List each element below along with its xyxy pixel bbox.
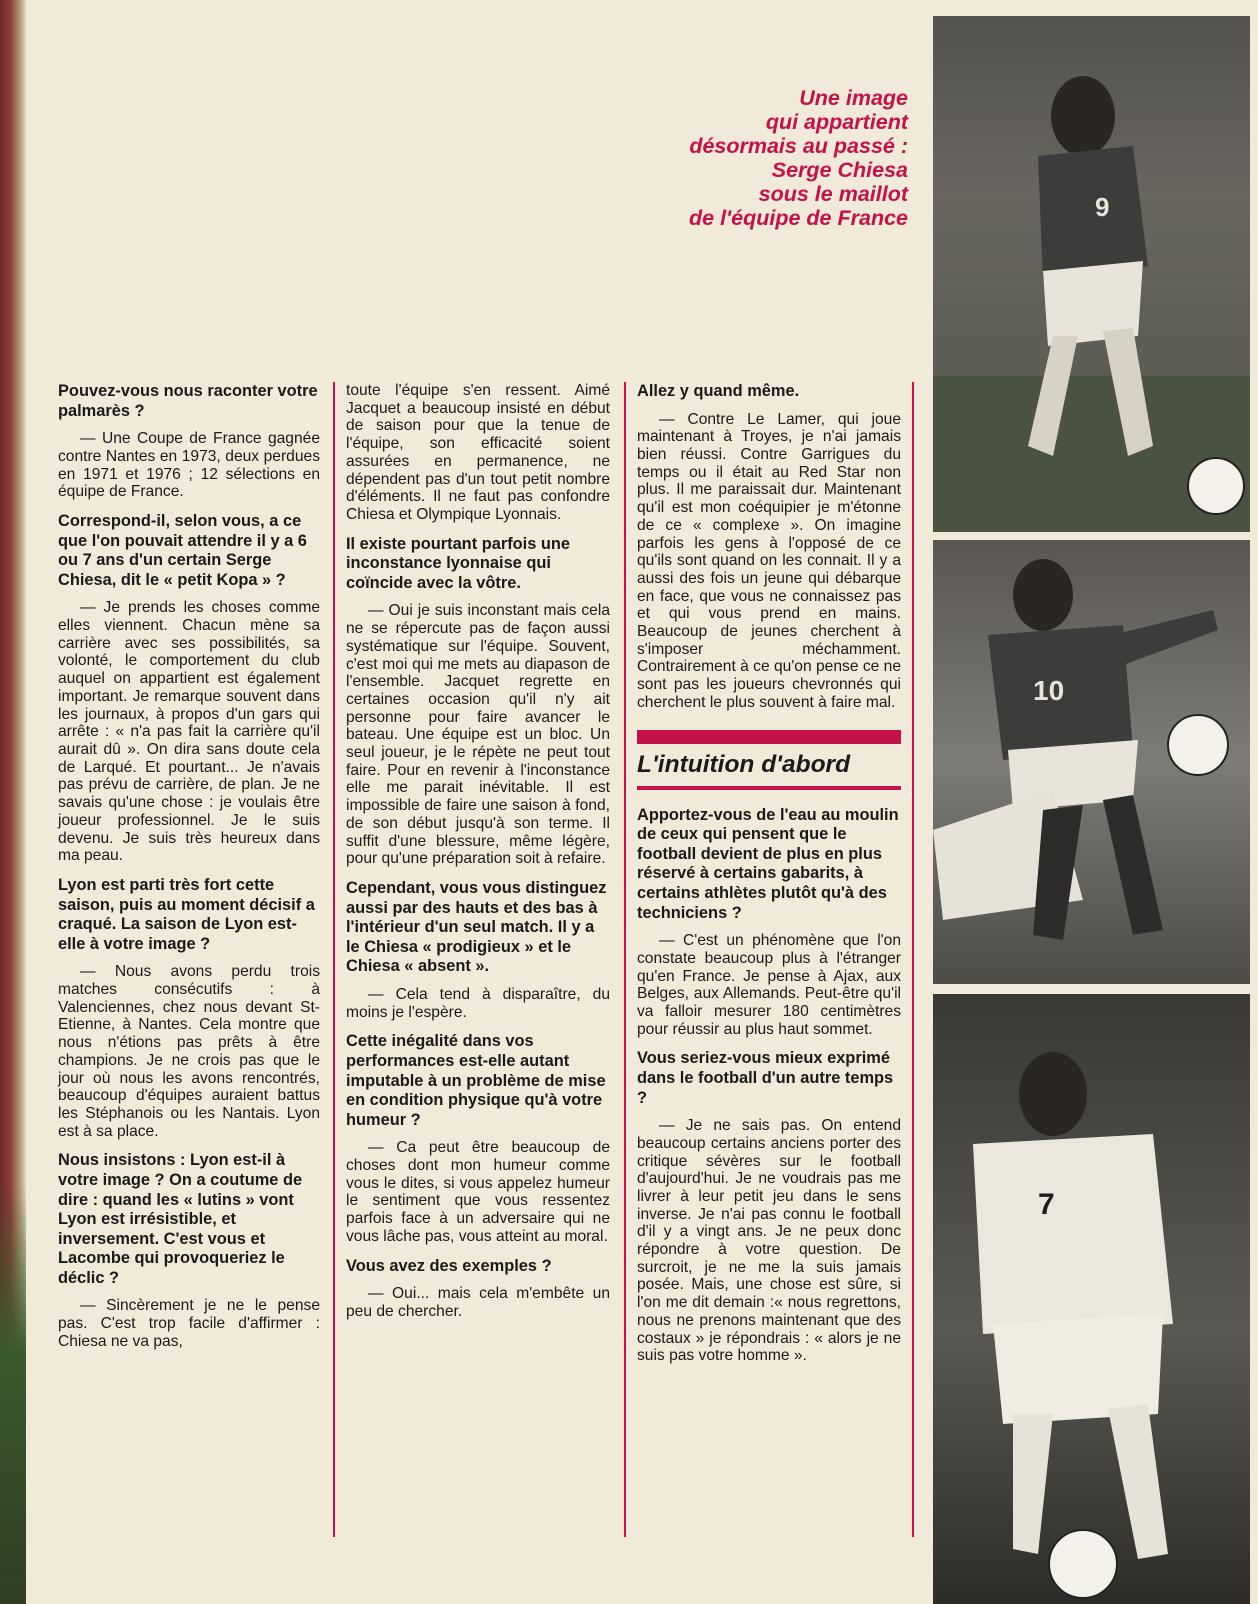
interview-question: Cependant, vous vous distinguez aussi par des hauts et des bas à l'intérieur d'un seul match. Il y a le Chiesa « prodigieux » et le Chiesa « absent ». <box>346 878 607 976</box>
interview-answer: — Je prends les choses comme elles viennent. Chacun mène sa carrière avec ses possibilités, sa volonté, le comportement du club auquel on appartient est également important. Je remarque souvent dans les journaux, à propos d'un gars qui arrête : « n'a pas fait la carrière qu'il aurait dû ». On dira sans doute cela de Larqué. Et pourtant... Je n'avais pas prévu de carrière, de plan. Je ne savais qu'une chose : je voulais être joueur professionnel. Je le suis devenu. Je suis très heureux dans ma peau. <box>58 599 320 865</box>
caption-line: sous le maillot <box>758 182 908 206</box>
jersey-number-3: 7 <box>1038 1188 1055 1221</box>
interview-question: Vous avez des exemples ? <box>346 1256 552 1275</box>
section-heading: L'intuition d'abord <box>637 750 851 778</box>
interview-answer: — Oui... mais cela m'embête un peu de chercher. <box>346 1285 610 1320</box>
caption-line: Serge Chiesa <box>771 158 908 182</box>
interview-question: Vous seriez-vous mieux exprimé dans le football d'un autre temps ? <box>637 1049 894 1107</box>
article-column-3 <box>637 382 901 1558</box>
interview-question: Nous insistons : Lyon est-il à votre image ? On a coutume de dire : quand les « lutins » vont Lyon est irrésistible, et inversement. C'est vous et Lacombe qui provoqueriez le déclic ? <box>58 1151 303 1287</box>
photo-caption <box>588 86 908 230</box>
caption-line: qui appartient <box>765 110 908 134</box>
photo-chiesa-france-jersey <box>933 16 1250 532</box>
column-rule <box>912 382 914 1537</box>
interview-question: Correspond-il, selon vous, a ce que l'on pouvait attendre il y a 6 ou 7 ans d'un certain Serge Chiesa, dit le « petit Kopa » ? <box>58 512 307 589</box>
player-silhouette-3 <box>933 994 1250 1604</box>
section-heading-band <box>637 730 901 790</box>
interview-question: Il existe pourtant parfois une inconstance lyonnaise qui coïncide avec la vôtre. <box>346 534 571 592</box>
interview-answer: — Sincèrement je ne le pense pas. C'est trop facile d'affirmer : Chiesa ne va pas, <box>58 1297 320 1350</box>
interview-answer: — Oui je suis inconstant mais cela ne se répercute pas de façon aussi systématique sur l'équipe. Souvent, c'est moi qui me mets au diapason de l'ensemble. Jacquet regrette en certaines occasion qu'il n'y ait personne pour faire avancer le bateau. Une équipe est un bloc. Un seul joueur, je le répète ne peut tout faire. Pour en revenir à l'inconstance elle me parait inévitable. Il est impossible de faire une saison à fond, de son début jusqu'à son terme. Il suffit d'une blessure, même légère, pour qu'une préparation soit à refaire. <box>346 602 610 868</box>
interview-answer: — Une Coupe de France gagnée contre Nantes en 1973, deux perdues en 1971 et 1976 ; 12 sélections en équipe de France. <box>58 430 320 501</box>
player-silhouette-1 <box>933 16 1250 532</box>
interview-question: Lyon est parti très fort cette saison, puis au moment décisif a craqué. La saison de Lyon est-elle à votre image ? <box>58 875 315 953</box>
caption-line: de l'équipe de France <box>689 206 908 230</box>
interview-answer: — Je ne sais pas. On entend beaucoup certains anciens porter des critique sévères sur le football d'aujourd'hui. Je ne voudrais pas me livrer à leur petit jeu dans le sens inverse. Je n'ai pas connu le football d'il y a vingt ans. Je ne peux donc répondre à votre question. De surcroit, je ne me la suis jamais posée. Mais, une chose est sûre, si l'on me dit demain :« nous regrettons, nous ne prenons maintenant que des costaux » je répondrais : « alors je ne suis pas votre homme ». <box>637 1117 901 1365</box>
heading-rule-bottom <box>637 786 901 790</box>
interview-question: Pouvez-vous nous raconter votre palmarès ? <box>58 382 318 420</box>
photo-chiesa-number-10 <box>933 540 1250 984</box>
interview-question: Allez y quand même. <box>637 382 800 400</box>
column-rule <box>333 382 335 1537</box>
photo-chiesa-number-7 <box>933 994 1250 1604</box>
interview-question: Cette inégalité dans vos performances est-elle autant imputable à un problème de mise en condition physique qu'à votre humeur ? <box>346 1032 606 1129</box>
player-silhouette-2 <box>933 540 1250 984</box>
column-rule <box>624 382 626 1537</box>
interview-answer: — Ca peut être beaucoup de choses dont mon humeur comme vous le dites, si vous appelez humeur le sentiment que vous ressentez parfois face à un adversaire qui ne vous lâche pas, vous atteint au moral. <box>346 1139 610 1245</box>
caption-line: Une image <box>799 86 908 110</box>
interview-question: Apportez-vous de l'eau au moulin de ceux qui pensent que le football devient de plus en plus réservé à certains gabarits, à certains athlètes plutôt qu'à des techniciens ? <box>637 805 899 922</box>
interview-answer: — Cela tend à disparaître, du moins je l'espère. <box>346 985 610 1021</box>
interview-answer: — Nous avons perdu trois matches consécutifs : à Valenciennes, chez nous devant St-Etienne, à Nantes. Cela montre que nous n'étions pas prêts à être champions. Je ne crois pas que le jour où nous les avons rencontrés, beaucoup d'équipes auraient battus les Stéphanois ou les Nantais. Lyon est à sa place. <box>58 963 320 1140</box>
adjacent-page-edge <box>0 1184 26 1604</box>
jersey-number-2: 10 <box>1033 675 1065 706</box>
caption-line: désormais au passé : <box>689 134 908 158</box>
heading-rule-top <box>637 730 901 744</box>
interview-answer: — C'est un phénomène que l'on constate beaucoup plus à l'étranger qu'en France. Je pense à Ajax, aux Belges, aux Allemands. Peut-être qu'il va falloir mesurer 180 centimètres pour réussir au plus haut sommet. <box>637 932 901 1038</box>
article-column-1 <box>58 382 320 1558</box>
article-column-2 <box>346 382 610 1558</box>
interview-answer: — Contre Le Lamer, qui joue maintenant à Troyes, je n'ai jamais bien réussi. Contre Garrigues du temps ou il était au Red Star non plus. Il me paraissait dur. Maintenant qu'il est mon coéquipier je m'étonne de ce « complexe ». On imagine parfois les gens à l'opposé de ce qu'ils sont quand on les connait. Il y a aussi des fois un jeune qui débarque en face, que vous ne connaissez pas et qui vous prend en mains. Beaucoup de jeunes cherchent à s'imposer méchamment. Contrairement à ce qu'on pense ce ne sont pas les joueurs chevronnés qui cherchent le plus souvent à faire mal. <box>637 410 901 711</box>
interview-answer-continued: toute l'équipe s'en ressent. Aimé Jacquet a beaucoup insisté en début de saison pour que la tenue de l'équipe, son efficacité soient assurées en permanence, ne dépendent pas d'un tout petit nombre d'éléments. Il ne faut pas confondre Chiesa et Olympique Lyonnais. <box>346 382 610 523</box>
jersey-number-1: 9 <box>1095 192 1110 222</box>
